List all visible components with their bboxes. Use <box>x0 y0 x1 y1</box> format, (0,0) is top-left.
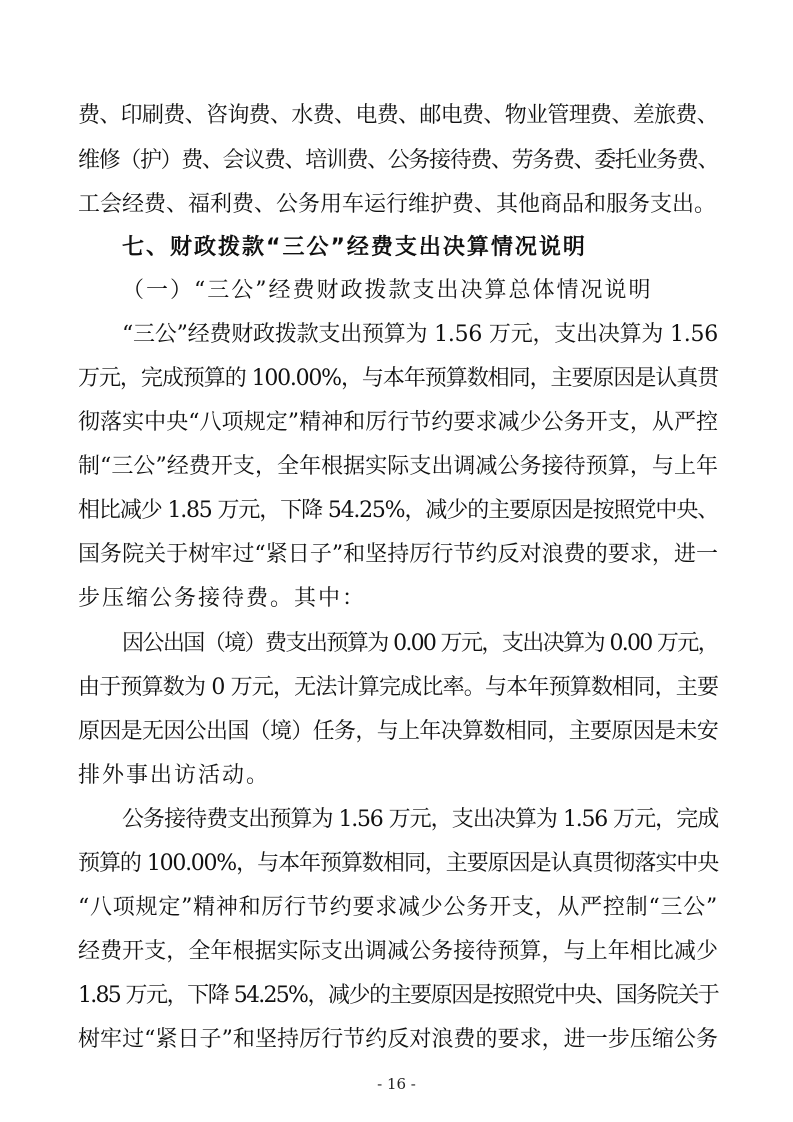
subsection-heading: （一）“三公”经费财政拨款支出决算总体情况说明 <box>122 278 653 303</box>
body-line-21: 1.85 万元，下降 54.25%，减少的主要原因是按照党中央、国务院关于 <box>78 983 718 1008</box>
body-line-6: “三公”经费财政拨款支出预算为 1.56 万元，支出决算为 1.56 <box>122 322 718 347</box>
body-line-19: “八项规定”精神和厉行节约要求减少公务开支，从严控制“三公” <box>78 895 718 920</box>
body-line-18: 预算的 100.00%，与本年预算数相同，主要原因是认真贯彻落实中央 <box>78 851 718 876</box>
body-line-8: 彻落实中央“八项规定”精神和厉行节约要求减少公务开支，从严控 <box>78 410 718 435</box>
body-line-13: 因公出国（境）费支出预算为 0.00 万元，支出决算为 0.00 万元， <box>122 631 718 656</box>
body-line-15: 原因是无因公出国（境）任务，与上年决算数相同，主要原因是未安 <box>78 719 718 744</box>
body-line-12: 步压缩公务接待费。其中： <box>78 586 367 611</box>
body-line-17: 公务接待费支出预算为 1.56 万元，支出决算为 1.56 万元，完成 <box>122 807 718 832</box>
body-line-20: 经费开支，全年根据实际支出调减公务接待预算，与上年相比减少 <box>78 939 718 964</box>
body-line-7: 万元，完成预算的 100.00%，与本年预算数相同，主要原因是认真贯 <box>78 366 718 391</box>
body-line-10: 相比减少 1.85 万元，下降 54.25%，减少的主要原因是按照党中央、 <box>78 498 718 523</box>
body-line-14: 由于预算数为 0 万元，无法计算完成比率。与本年预算数相同，主要 <box>78 675 718 700</box>
body-line-11: 国务院关于树牢过“紧日子”和坚持厉行节约反对浪费的要求，进一 <box>78 542 718 567</box>
body-line-9: 制“三公”经费开支，全年根据实际支出调减公务接待预算，与上年 <box>78 454 718 479</box>
body-line-2: 维修（护）费、会议费、培训费、公务接待费、劳务费、委托业务费、 <box>78 148 718 173</box>
body-line-3: 工会经费、福利费、公务用车运行维护费、其他商品和服务支出。 <box>78 192 717 217</box>
body-line-22: 树牢过“紧日子”和坚持厉行节约反对浪费的要求，进一步压缩公务 <box>78 1027 718 1052</box>
section-heading: 七、财政拨款“三公”经费支出决算情况说明 <box>122 235 587 260</box>
body-line-1: 费、印刷费、咨询费、水费、电费、邮电费、物业管理费、差旅费、 <box>78 103 718 128</box>
body-line-16: 排外事出访活动。 <box>78 763 271 788</box>
page-number: - 16 - <box>377 1075 416 1093</box>
